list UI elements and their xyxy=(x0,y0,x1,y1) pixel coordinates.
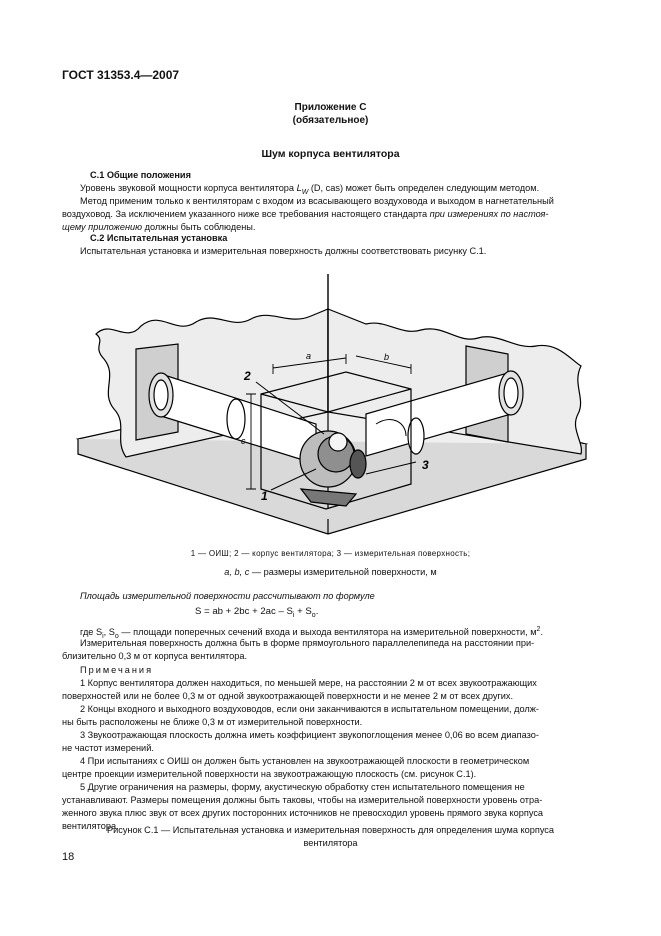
figure-caption-line2: вентилятора xyxy=(303,838,358,848)
figure-caption-line1: Рисунок С.1 — Испытательная установка и измерительная поверхность для определения шума корпуса xyxy=(106,825,555,835)
test-setup-figure xyxy=(66,264,596,539)
dim-a: a xyxy=(306,351,312,361)
appendix-status: (обязательное) xyxy=(292,115,369,126)
measure-line2: близительно 0,3 м от корпуса вентилятора. xyxy=(62,651,248,661)
note-5b: устанавливают. Размеры помещения должны быть таковы, чтобы на измерительной поверхности уровень отра- xyxy=(62,795,543,805)
note-2b: ны быть расположены не ближе 0,3 м от измерительной поверхности. xyxy=(62,717,363,727)
notes-heading: Примечания xyxy=(80,665,154,675)
where-line: где $S_i$, $S_o$ — площади поперечных сечений входа и выхода вентилятора на измерительной поверхности, $м^2$. xyxy=(80,626,543,640)
sec1-para-line4: щему приложению должны быть соблюдены. xyxy=(62,222,256,232)
note-5a: 5 Другие ограничения на размеры, форму, акустическую обработку стен испытательного помещения не xyxy=(80,782,525,792)
note-1b: поверхностей или не более 0,3 м от одной звукоотражающей поверхности и не менее 2 м от всех других. xyxy=(62,691,514,701)
section-2-heading: С.2 Испытательная установка xyxy=(90,233,228,243)
callout-2: 2 xyxy=(244,369,251,383)
sec1-para-line2: Метод применим только к вентиляторам с входом из всасывающего воздуховода и выходом в нагнетательный xyxy=(80,196,554,206)
formula-intro: Площадь измерительной поверхности рассчитывают по формуле xyxy=(80,591,375,601)
figure-legend: 1 — ОИШ; 2 — корпус вентилятора; 3 — измерительная поверхность; xyxy=(190,549,471,558)
sec2-para: Испытательная установка и измерительная поверхность должны соответствовать рисунку С.1. xyxy=(80,246,487,256)
note-5d: вентилятора. xyxy=(62,821,119,831)
figure-dim-note: a, b, c — размеры измерительной поверхности, м xyxy=(224,567,437,577)
note-4b: центре проекции измерительной поверхности на звукоотражающую плоскость (см. рисунок С.1). xyxy=(62,769,477,779)
dim-c: c xyxy=(241,436,246,446)
note-2a: 2 Концы входного и выходного воздуховодов, если они заканчиваются в испытательном помещении, долж- xyxy=(80,704,539,714)
section-1-heading: С.1 Общие положения xyxy=(90,170,191,180)
measure-line1: Измерительная поверхность должна быть в форме прямоугольного параллелепипеда на расстоянии при- xyxy=(80,638,535,648)
note-3a: 3 Звукоотражающая плоскость должна иметь коэффициент звукопоглощения менее 0,06 во всем диапазо- xyxy=(80,730,539,740)
note-3b: не частот измерений. xyxy=(62,743,154,753)
note-1a: 1 Корпус вентилятора должен находиться, по меньшей мере, на расстоянии 2 м от всех звукоотражающих xyxy=(80,678,537,688)
sec1-para-line3: воздуховод. За исключением указанного ниже все требования настоящего стандарта при измерениях по настоя- xyxy=(62,209,549,219)
note-5c: женного звука плюс звук от всех других посторонних источников не превосходил уровень прямого звука корпуса xyxy=(62,808,544,818)
appendix-title: Приложение С xyxy=(294,102,367,113)
callout-3: 3 xyxy=(422,458,429,472)
dim-b: b xyxy=(384,352,390,362)
note-4a: 4 При испытаниях с ОИШ он должен быть установлен на звукоотражающей плоскости в геометрическом xyxy=(80,756,530,766)
main-title: Шум корпуса вентилятора xyxy=(261,148,400,160)
callout-1: 1 xyxy=(261,489,268,503)
page-number: 18 xyxy=(62,851,75,863)
sec1-para-line1: Уровень звуковой мощности корпуса вентилятора $L_W$ (D, cas) может быть определен следующим методом. xyxy=(80,183,540,196)
standard-header: ГОСТ 31353.4—2007 xyxy=(62,68,180,82)
formula-expression: S = ab + $2bc + 2ac - S_i + S_o$. xyxy=(195,606,319,619)
